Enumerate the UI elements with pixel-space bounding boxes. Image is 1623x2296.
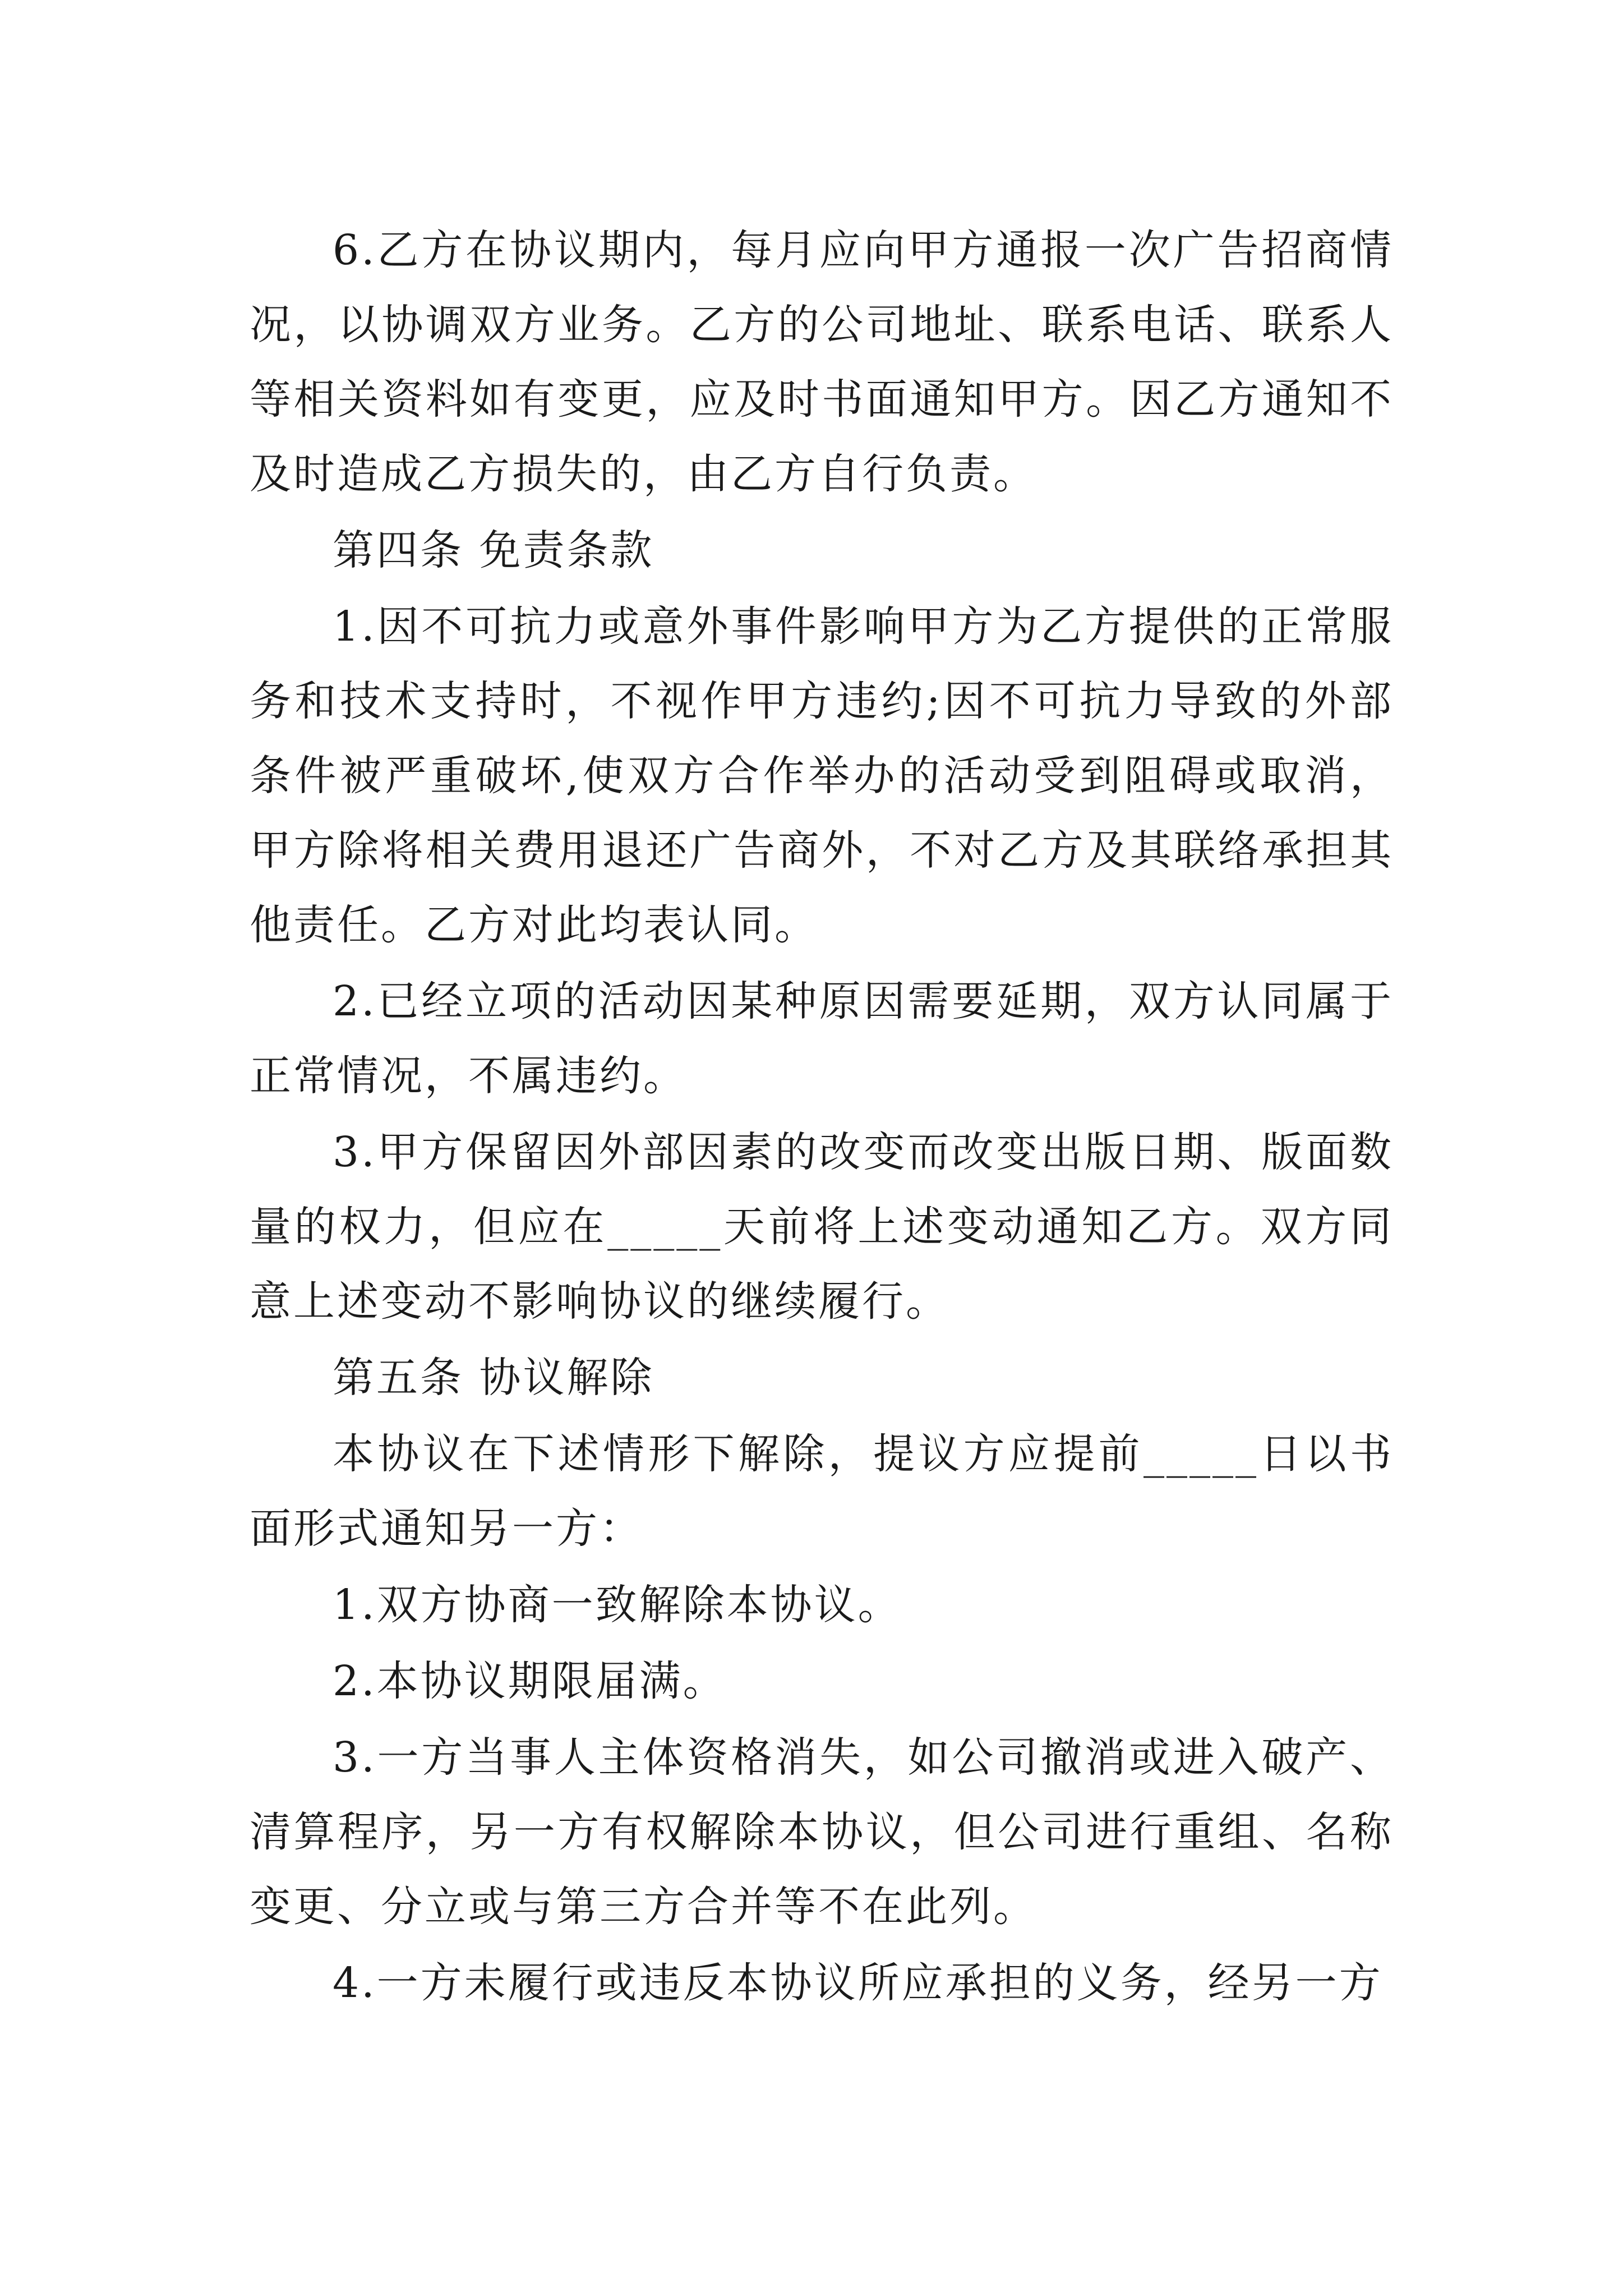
para-clause4-item3: 3.甲方保留因外部因素的改变而改变出版日期、版面数量的权力，但应在_____天前将上述变动通知乙方。双方同意上述变动不影响协议的继续履行。	[250, 1128, 1394, 1326]
para-clause4-item1: 1.因不可抗力或意外事件影响甲方为乙方提供的正常服务和技术支持时，不视作甲方违约;因不可抗力导致的外部条件被严重破坏,使双方合作举办的活动受到阻碍或取消，甲方除将相关费用退还广告商外，不对乙方及其联络承担其他责任。乙方对此均表认同。	[250, 602, 1394, 949]
para-clause5-item2: 2.本协议期限届满。	[333, 1657, 727, 1705]
para-clause5-item4: 4.一方未履行或违反本协议所应承担的义务，经另一方	[333, 1959, 1383, 2007]
document-body	[250, 213, 1394, 2022]
para-clause3-item6: 6.乙方在协议期内，每月应向甲方通报一次广告招商情况，以协调双方业务。乙方的公司地址、联系电话、联系人等相关资料如有变更，应及时书面通知甲方。因乙方通知不及时造成乙方损失的，由乙方自行负责。	[250, 226, 1394, 498]
heading-article-4: 第四条 免责条款	[333, 526, 654, 574]
para-clause5-item3: 3.一方当事人主体资格消失，如公司撤消或进入破产、清算程序，另一方有权解除本协议，但公司进行重组、名称变更、分立或与第三方合并等不在此列。	[250, 1733, 1394, 1931]
para-clause5-item1: 1.双方协商一致解除本协议。	[333, 1581, 902, 1629]
para-clause4-item2: 2.已经立项的活动因某种原因需要延期，双方认同属于正常情况，不属违约。	[250, 977, 1394, 1100]
heading-article-5: 第五条 协议解除	[333, 1354, 654, 1402]
para-clause5-intro: 本协议在下述情形下解除，提议方应提前_____日以书面形式通知另一方：	[250, 1430, 1394, 1553]
